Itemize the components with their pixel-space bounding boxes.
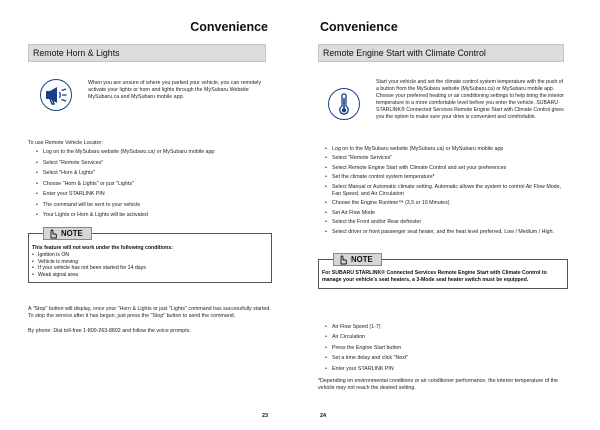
list-item: • Air Flow Speed (1-7)	[324, 324, 568, 331]
steps-list-2	[324, 324, 568, 376]
note-label: NOTE	[61, 229, 83, 238]
list-item: • Set Air Flow Mode	[324, 210, 568, 217]
list-item: • Air Circulation	[324, 334, 568, 341]
list-item: • Choose "Horn & Lights" or just "Lights"	[35, 179, 275, 190]
note-box	[318, 255, 568, 289]
note-text: For SUBARU STARLINK® Connected Services Remote Engine Start with Climate Control to manage your vehicle's seat heaters, a 3-Mode seat heater switch must be equipped.	[322, 270, 547, 283]
list-item: • The command will be sent to your vehicle	[35, 200, 275, 211]
list-item: • Log on to the MySubaru website (MySubaru.ca) or MySubaru mobile app	[35, 147, 275, 158]
horn-lights-icon	[40, 79, 72, 111]
list-item: • Weak signal area	[32, 272, 267, 279]
list-item: • Vehicle is moving	[32, 259, 267, 266]
note-tab	[333, 253, 382, 266]
note-label: NOTE	[351, 255, 373, 264]
section-title: Remote Horn & Lights	[28, 44, 266, 62]
list-item: • Select Remote Engine Start with Climate Control and set your preferences	[324, 165, 568, 172]
page-heading: Convenience	[320, 20, 398, 34]
list-item: • Enter your STARLINK PIN	[35, 189, 275, 200]
list-item: • Press the Engine Start button	[324, 345, 568, 352]
note-box	[28, 229, 272, 283]
list-item: • Set the climate control system temperature*	[324, 174, 568, 181]
steps-list	[35, 147, 275, 221]
footnote: *Depending on environmental conditions or air conditioner performance, the interior temperature of the vehicle may not reach the desired setting.	[318, 378, 558, 391]
list-item: • Log on to the MySubaru website (MySubaru.ca) or MySubaru mobile app	[324, 146, 568, 153]
page-number: 23	[262, 413, 269, 419]
steps-list	[324, 146, 568, 238]
note-hand-icon	[48, 229, 57, 239]
right-page	[300, 0, 600, 430]
note-hand-icon	[338, 255, 347, 265]
list-item: • Select Manual or Automatic climate setting. Automatic allows the system to control Air Flow Mode, Fan Speed, and Air Circulation	[324, 184, 568, 198]
note-conditions-list	[32, 252, 267, 279]
note-title: This feature will not work under the following conditions:	[32, 245, 173, 251]
thermometer-icon	[328, 88, 360, 120]
section-title: Remote Engine Start with Climate Control	[318, 44, 564, 62]
intro-text: When you are unsure of where you parked your vehicle, you can remotely activate your lights or horn and lights through the MySubaru Website MySubaru.ca and MySubaru mobile app.	[88, 80, 262, 101]
list-item: • Enter your STARLINK PIN	[324, 366, 568, 373]
list-item: • Set a time delay and click "Next"	[324, 355, 568, 362]
page-number: 24	[320, 413, 327, 419]
phone-text: By phone: Dial toll-free 1-800-263-8802 and follow the voice prompts.	[28, 328, 191, 334]
intro-text: Start your vehicle and set the climate control system temperature with the push of a button from the MySubaru website (MySubaru.ca) or MySubaru mobile app. Choose your preferred heating or air conditioning settings to help bring the interior temperature to a more comfortable level before you enter the vehicle. SUBARU STARLINK® Connected Services Remote Engine Start with Climate Control gives you the option to make sure your drive is convenient and comfortable.	[376, 79, 565, 120]
list-item: • Ignition is ON	[32, 252, 267, 259]
page-heading: Convenience	[190, 20, 268, 34]
list-item: • Choose the Engine Runtime™ (3,5 or 10 Minutes)	[324, 200, 568, 207]
steps-lead: To use Remote Vehicle Locator:	[28, 140, 103, 146]
list-item: • Select "Horn & Lights"	[35, 168, 275, 179]
list-item: • Select "Remote Services"	[35, 158, 275, 169]
list-item: • Select "Remote Services"	[324, 155, 568, 162]
list-item: • Select driver or front passenger seat heater, and the heat level preferred, Low / Medium / High.	[324, 229, 568, 236]
note-tab	[43, 227, 92, 240]
list-item: • Your Lights or Horn & Lights will be activated	[35, 210, 275, 221]
list-item: • If your vehicle has not been started for 14 days	[32, 265, 267, 272]
stop-button-text: A "Stop" button will display, once your "Horn & Lights or just "Lights" command has successfully started. To stop the service after it has begun, just press the "Stop" button to send the command.	[28, 306, 271, 319]
list-item: • Select the Front and/or Rear defroster	[324, 219, 568, 226]
